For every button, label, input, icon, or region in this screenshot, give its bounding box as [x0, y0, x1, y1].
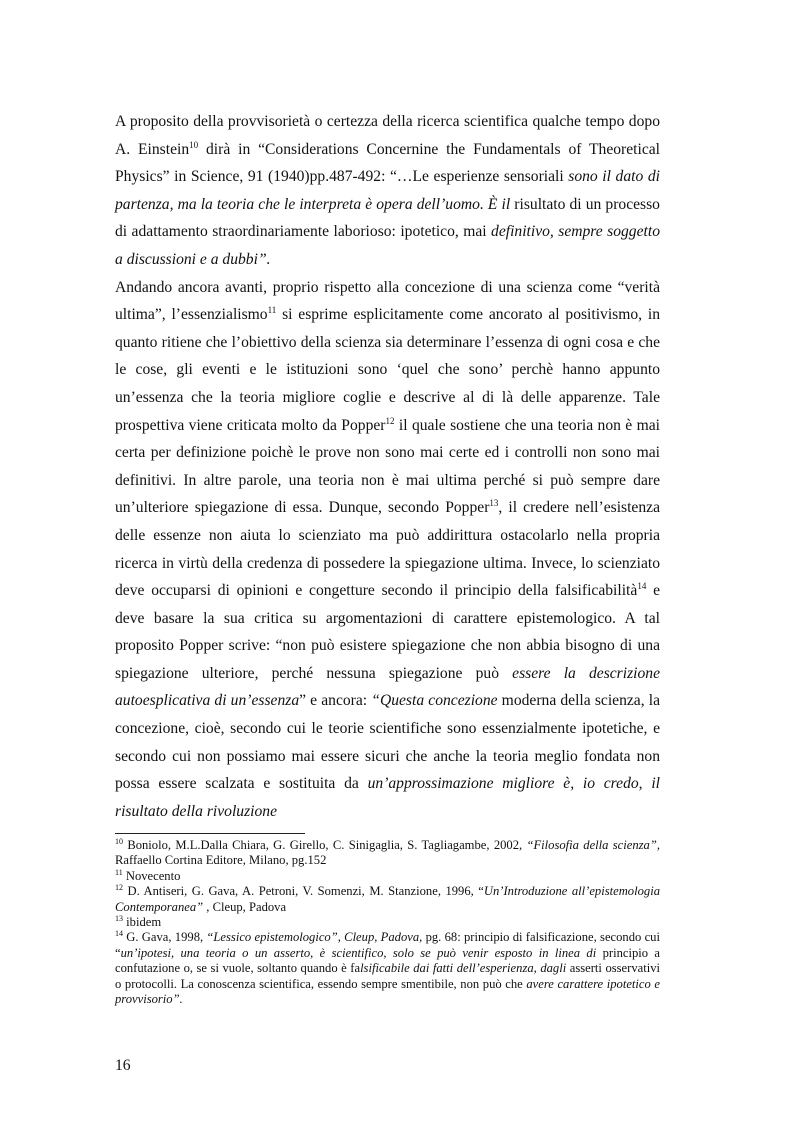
- footnote-11: $^{11}$ Novecento: [115, 867, 181, 883]
- footnotes: [115, 838, 660, 1007]
- footnote-12: $^{12}$ D. Antiseri, G. Gava, A. Petroni, V. Somenzi, M. Stanzione, 1996, “Un’Introduzione all’epistemologia Contemporanea” , Cleup, Padova: [115, 883, 660, 914]
- footnote-ref-12: 12: [385, 415, 395, 426]
- page-number: 16: [115, 1057, 131, 1074]
- footnote-ref-13: 13: [489, 498, 499, 509]
- footnote-13: $^{13}$ ibidem: [115, 913, 162, 930]
- footnote-ref-14: 14: [637, 580, 647, 591]
- footnote-ref-11: 11: [267, 304, 277, 315]
- footnote-14: $^{14}$ G. Gava, 1998, “Lessico epistemologico”, Cleup, Padova, pg. 68: principio di falsificazione, secondo cui “un’ipotesi, una teoria o un asserto, è scientifico, solo se può venir esposto in linea di principio a confutazione o, se si vuole, soltanto quando è falsificabile dai fatti dell’esperienza, dagli asserti osservativi o protocolli. La conoscenza scientifica, essendo sempre smentibile, non può che avere carattere ipotetico e provvisorio”.: [115, 929, 661, 1007]
- footnote-ref-10: 10: [189, 139, 199, 150]
- footnote-separator: [115, 833, 305, 834]
- paragraph-1: A proposito della provvisorietà o certezza della ricerca scientifica qualche tempo dopo A. Einstein$^{10}$ dirà in “Considerations Concernine the Fundamentals of Theoretical Physics” in Science, 91 (1940)pp.487-492: “…Le esperienze sensoriali sono il dato di partenza, ma la teoria che le interpreta è opera dell’uomo. È il risultato di un processo di adattamento straordinariamente laborioso: ipotetico, mai definitivo, sempre soggetto a discussioni e a dubbi”.: [115, 113, 661, 268]
- paragraph-2: Andando ancora avanti, proprio rispetto alla concezione di una scienza come “verità ultima”, l’essenzialismo$^{11}$ si esprime esplicitamente come ancorato al positivismo, in quanto ritiene che l’obiettivo della scienza sia determinare l’essenza di ogni cosa e che le cose, gli eventi e le istituzioni sono ‘quel che sono’ perchè hanno appunto un’essenza che la teoria migliore coglie e descrive al di là delle apparenze. Tale prospettiva viene criticata molto da Popper$^{12}$ il quale sostiene che una teoria non è mai certa per definizione poichè le prove non sono mai certe ed i controlli non sono mai definitivi. In altre parole, una teoria non è mai ultima perché si può sempre dare un’ulteriore spiegazione di essa. Dunque, secondo Popper$^{13}$, il credere nell’esistenza delle essenze non aiuta lo scienziato ma può addirittura ostacolarlo nella propria ricerca in virtù della credenza di possedere la spiegazione ultima. Invece, lo scienziato deve occuparsi di opinioni e congetture secondo il principio della falsificabilità$^{14}$ e deve basare la sua critica su argomentazioni di carattere epistemologico. A tal proposito Popper scrive: “non può esistere spiegazione che non abbia bisogno di una spiegazione ulteriore, perché nessuna spiegazione può essere la descrizione autoesplicativa di un’essenza” e ancora: “Questa concezione moderna della scienza, la concezione, cioè, secondo cui le teorie scientifiche sono essenzialmente ipotetiche, e secondo cui non possiamo mai essere sicuri che anche la teoria meglio fondata non possa essere scalzata e sostituita da un’approssimazione migliore è, io credo, il risultato della rivoluzione: [115, 278, 661, 820]
- footnote-10: $^{10}$ Boniolo, M.L.Dalla Chiara, G. Girello, C. Sinigaglia, S. Tagliagambe, 2002, “Filosofia della scienza”, Raffaello Cortina Editore, Milano, pg.152: [115, 836, 660, 868]
- body-text: [115, 108, 660, 825]
- main-text: [115, 108, 660, 825]
